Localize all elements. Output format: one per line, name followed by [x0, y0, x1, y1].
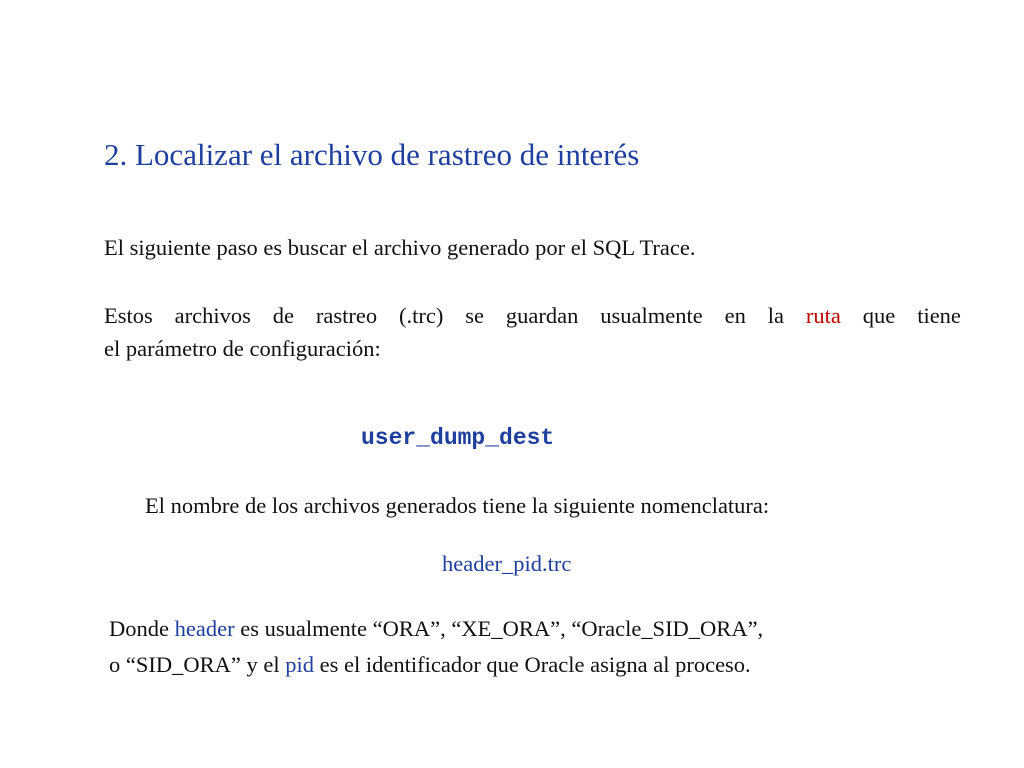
- word: en: [724, 303, 746, 328]
- paragraph-trace-location-line1: [104, 299, 961, 332]
- word: rastreo: [315, 303, 378, 328]
- slide-title: 2. Localizar el archivo de rastreo de interés: [104, 137, 640, 172]
- word: archivos: [174, 303, 251, 328]
- text: Donde: [109, 616, 175, 641]
- parameter-name: user_dump_dest: [361, 425, 555, 451]
- word: se: [465, 303, 485, 328]
- explanation-line2: [109, 647, 763, 683]
- word: la: [767, 303, 785, 328]
- word: de: [272, 303, 295, 328]
- explanation-line1: [109, 611, 763, 647]
- text: es el identificador que Oracle asigna al proceso.: [314, 652, 751, 677]
- paragraph-naming-convention: El nombre de los archivos generados tiene la siguiente nomenclatura:: [145, 493, 770, 518]
- text: o “SID_ORA” y el: [109, 652, 286, 677]
- file-name-pattern: header_pid.trc: [442, 551, 572, 576]
- paragraph-header-pid-explanation: [109, 611, 763, 683]
- word: que: [862, 303, 896, 328]
- pid-word: pid: [285, 652, 314, 677]
- word: tiene: [917, 303, 961, 328]
- word: usualmente: [600, 303, 703, 328]
- word: Estos: [104, 303, 153, 328]
- text: es usualmente “ORA”, “XE_ORA”, “Oracle_SID_ORA”,: [234, 616, 764, 641]
- paragraph-trace-location: [104, 299, 961, 365]
- paragraph-search-trace-file: El siguiente paso es buscar el archivo generado por el SQL Trace.: [104, 235, 696, 260]
- word: (.trc): [399, 303, 444, 328]
- highlight-ruta: ruta: [805, 303, 841, 328]
- word: guardan: [505, 303, 579, 328]
- paragraph-trace-location-line2: el parámetro de configuración:: [104, 336, 381, 361]
- header-word: header: [174, 616, 235, 641]
